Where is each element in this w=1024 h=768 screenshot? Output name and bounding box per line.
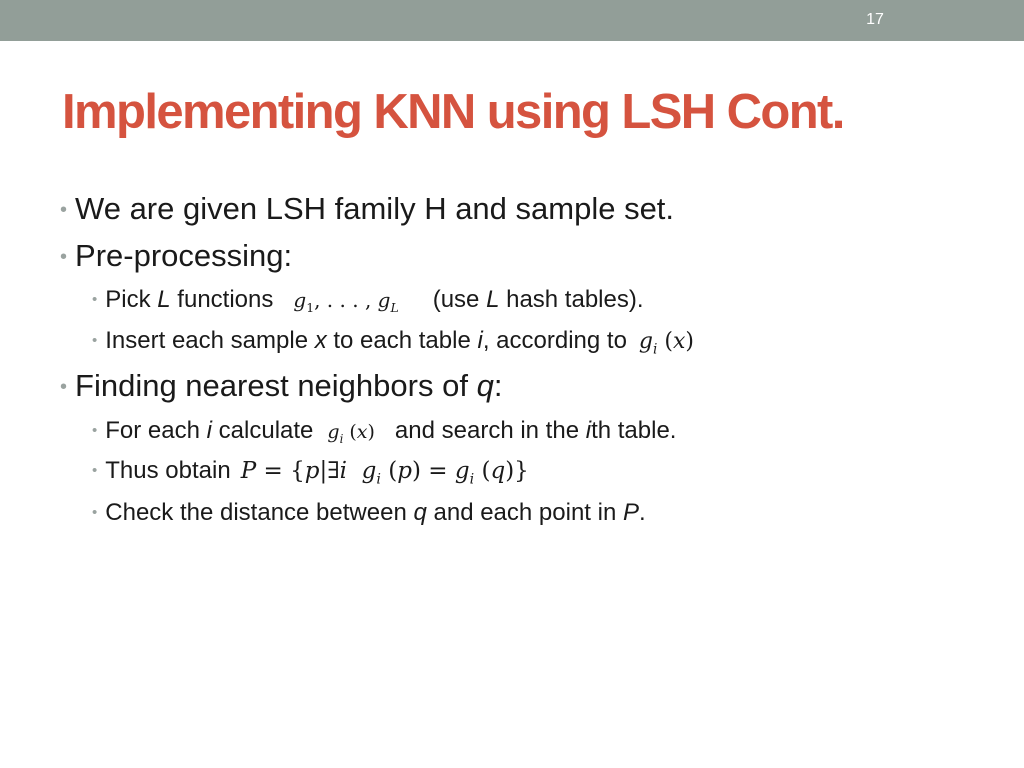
bullet-dot-icon: • bbox=[92, 291, 98, 308]
var-x: x bbox=[314, 327, 327, 354]
subbullet-check-distance bbox=[92, 499, 646, 530]
subbullet-for-each-i bbox=[92, 417, 676, 453]
text: Insert each sample bbox=[105, 327, 315, 354]
top-bar bbox=[0, 0, 1024, 41]
formula-g1-to-gL: $g_1$, . . . , $g_L$ bbox=[293, 288, 399, 315]
bullet-dot-icon: • bbox=[60, 246, 68, 268]
formula-set-P: P = {p|∃i $g_i$ $(p) = g_i$ (q)} bbox=[240, 458, 529, 488]
var-i: i bbox=[206, 417, 212, 444]
text: th table. bbox=[591, 417, 677, 444]
slide-title: Implementing KNN using LSH Cont. bbox=[62, 85, 844, 139]
var-L: L bbox=[486, 286, 500, 313]
var-q: q bbox=[413, 499, 427, 526]
text: , according to bbox=[482, 327, 627, 354]
text: . bbox=[639, 499, 646, 526]
text: and search in the bbox=[394, 417, 586, 444]
text: functions bbox=[170, 286, 274, 313]
bullet-text: We are given LSH family H and sample set. bbox=[75, 191, 675, 226]
var-P: P bbox=[622, 499, 639, 526]
bullet-text: Finding nearest neighbors of bbox=[75, 368, 477, 403]
bullet-finding-neighbors bbox=[60, 368, 502, 408]
text: For each bbox=[105, 417, 207, 444]
slide-number: 17 bbox=[866, 11, 884, 28]
text: and each point in bbox=[426, 499, 623, 526]
bullet-dot-icon: • bbox=[60, 199, 68, 221]
var-L: L bbox=[157, 286, 171, 313]
text: to each table bbox=[326, 327, 478, 354]
var-q: q bbox=[476, 368, 494, 403]
subbullet-thus-obtain bbox=[92, 457, 529, 494]
text: : bbox=[493, 368, 503, 403]
bullet-dot-icon: • bbox=[92, 422, 98, 439]
bullet-dot-icon: • bbox=[92, 504, 98, 521]
text: calculate bbox=[212, 417, 314, 444]
subbullet-insert-sample bbox=[92, 327, 694, 363]
text: Thus obtain bbox=[105, 457, 231, 484]
formula-gi-of-x: $g_i$ (x) bbox=[638, 329, 694, 358]
bullet-text: Pre-processing: bbox=[75, 238, 293, 273]
formula-gi-of-x: $g_i$ (x) bbox=[327, 421, 375, 446]
text: (use bbox=[432, 286, 487, 313]
text: Check the distance between bbox=[105, 499, 414, 526]
text: hash tables). bbox=[499, 286, 644, 313]
text: Pick bbox=[105, 286, 158, 313]
var-i: i bbox=[477, 327, 483, 354]
bullet-dot-icon: • bbox=[92, 462, 98, 479]
bullet-preprocessing bbox=[60, 238, 292, 278]
subbullet-pick-functions bbox=[92, 286, 644, 322]
bullet-given-family bbox=[60, 191, 674, 231]
bullet-dot-icon: • bbox=[60, 376, 68, 398]
bullet-dot-icon: • bbox=[92, 332, 98, 349]
var-i: i bbox=[585, 417, 592, 444]
